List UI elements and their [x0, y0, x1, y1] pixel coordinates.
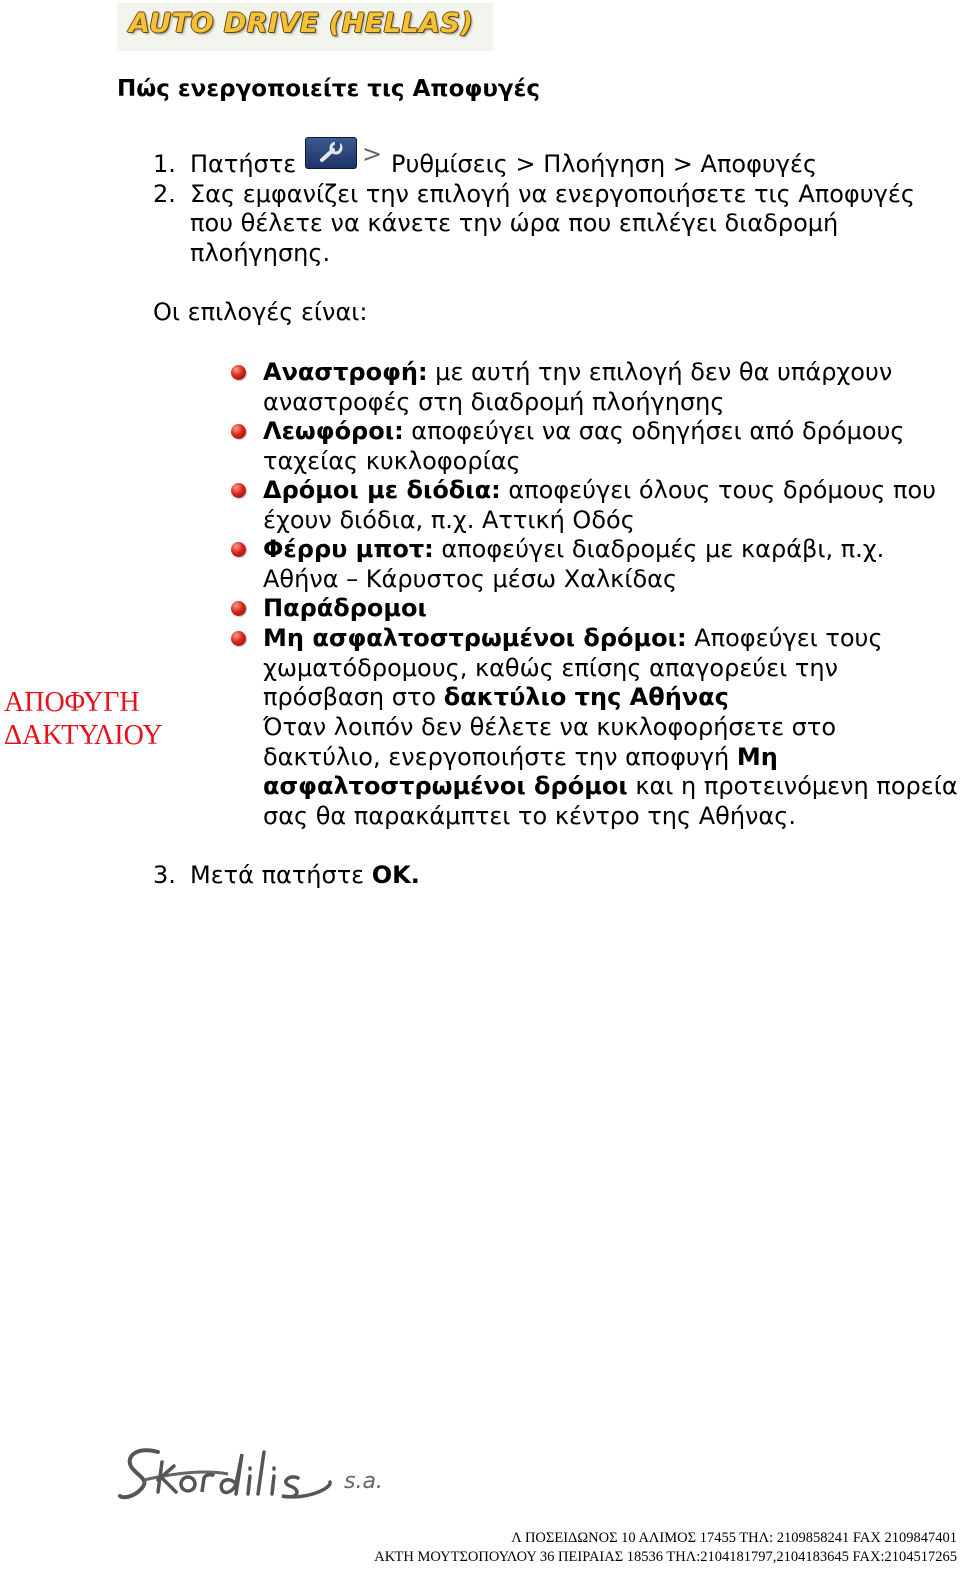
footer-address-1: Λ ΠΟΣΕΙΔΩΝΟΣ 10 ΑΛΙΜΟΣ 17455 ΤΗΛ: 2109858241 FAX 2109847401: [511, 1530, 957, 1546]
bullet-icon: [231, 631, 246, 646]
option-tolls: [263, 476, 936, 506]
chevron-right-icon: >: [362, 140, 383, 168]
option-reversal: [263, 358, 892, 388]
option-ferry-title: Φέρρυ μποτ:: [263, 535, 434, 563]
option-reversal-desc-2: αναστροφές στη διαδρομή πλοήγησης: [263, 388, 725, 416]
step-2-line-1: Σας εμφανίζει την επιλογή να ενεργοποιήσετε τις Αποφυγές: [190, 180, 915, 208]
option-unpaved-desc-6: [263, 772, 958, 802]
bullet-icon: [231, 424, 246, 439]
footer-address-2: ΑΚΤΗ ΜΟΥΤΣΟΠΟΥΛΟΥ 36 ΠΕΙΡΑΙΑΣ 18536 ΤΗΛ:2104181797,2104183645 FAX:2104517265: [374, 1549, 957, 1565]
option-ferry-desc-2: Αθήνα – Κάρυστος μέσω Χαλκίδας: [263, 565, 678, 593]
page-title: Πώς ενεργοποιείτε τις Αποφυγές: [117, 76, 540, 102]
option-tolls-desc: αποφεύγει όλους τους δρόμους που: [500, 476, 937, 504]
signature-logo: [118, 1440, 398, 1510]
step-1-path: Ρυθμίσεις > Πλοήγηση > Αποφυγές: [391, 150, 818, 178]
logo-text: AUTO DRIVE (HELLAS): [129, 8, 474, 39]
step-3-number: 3.: [153, 861, 176, 889]
option-tolls-title: Δρόμοι με διόδια:: [263, 476, 501, 504]
step-3-text: [190, 861, 420, 891]
option-unpaved-text: δακτύλιο, ενεργοποιήστε την αποφυγή: [263, 743, 737, 771]
option-highways-title: Λεωφόροι:: [263, 417, 404, 445]
option-side-roads: [263, 594, 427, 624]
option-side-roads-title: Παράδρομοι: [263, 594, 427, 622]
option-unpaved-text: και η προτεινόμενη πορεία: [627, 772, 958, 800]
step-1-number: 1.: [153, 150, 176, 178]
option-highways-desc-2: ταχείας κυκλοφορίας: [263, 447, 521, 475]
option-unpaved: [263, 624, 883, 654]
option-unpaved-text: πρόσβαση στο: [263, 683, 444, 711]
options-intro: Οι επιλογές είναι:: [153, 298, 368, 326]
wrench-icon: [305, 137, 357, 169]
side-label-line-1: ΑΠΟΦΥΓΗ: [4, 687, 140, 718]
option-ferry: [263, 535, 884, 565]
step-2-line-2: που θέλετε να κάνετε την ώρα που επιλέγει διαδρομή: [190, 209, 839, 237]
option-unpaved-ring-emphasis: δακτύλιο της Αθήνας: [443, 683, 729, 711]
option-unpaved-desc-2: χωματόδρομους, καθώς επίσης απαγορεύει την: [263, 654, 838, 682]
ok-label: OK.: [371, 861, 420, 889]
option-unpaved-desc-5: [263, 743, 778, 773]
option-unpaved-desc: Αποφεύγει τους: [686, 624, 883, 652]
option-unpaved-desc-7: σας θα παρακάμπτει το κέντρο της Αθήνας.: [263, 802, 796, 830]
svg-text:s.a.: s.a.: [344, 1469, 383, 1494]
step-2-line-3: πλοήγησης.: [190, 239, 331, 267]
option-highways-desc: αποφεύγει να σας οδηγήσει από δρόμους: [403, 417, 905, 445]
option-tolls-desc-2: έχουν διόδια, π.χ. Αττική Οδός: [263, 506, 635, 534]
bullet-icon: [231, 365, 246, 380]
step-3-label: Μετά πατήστε: [190, 861, 365, 889]
option-ferry-desc: αποφεύγει διαδρομές με καράβι, π.χ.: [433, 535, 885, 563]
side-label-line-2: ΔΑΚΤΥΛΙΟΥ: [4, 720, 163, 751]
option-highways: [263, 417, 905, 447]
option-reversal-title: Αναστροφή:: [263, 358, 428, 386]
bullet-icon: [231, 542, 246, 557]
option-unpaved-emphasis: ασφαλτοστρωμένοι δρόμοι: [263, 772, 628, 800]
step-1-text: Πατήστε: [190, 150, 297, 178]
bullet-icon: [231, 483, 246, 498]
option-reversal-desc: με αυτή την επιλογή δεν θα υπάρχουν: [427, 358, 893, 386]
bullet-icon: [231, 601, 246, 616]
option-unpaved-emphasis: Μη: [736, 743, 778, 771]
option-unpaved-desc-4: Όταν λοιπόν δεν θέλετε να κυκλοφορήσετε στο: [263, 713, 837, 741]
step-2-number: 2.: [153, 180, 176, 208]
option-unpaved-title: Μη ασφαλτοστρωμένοι δρόμοι:: [263, 624, 687, 652]
option-unpaved-desc-3: [263, 683, 729, 713]
